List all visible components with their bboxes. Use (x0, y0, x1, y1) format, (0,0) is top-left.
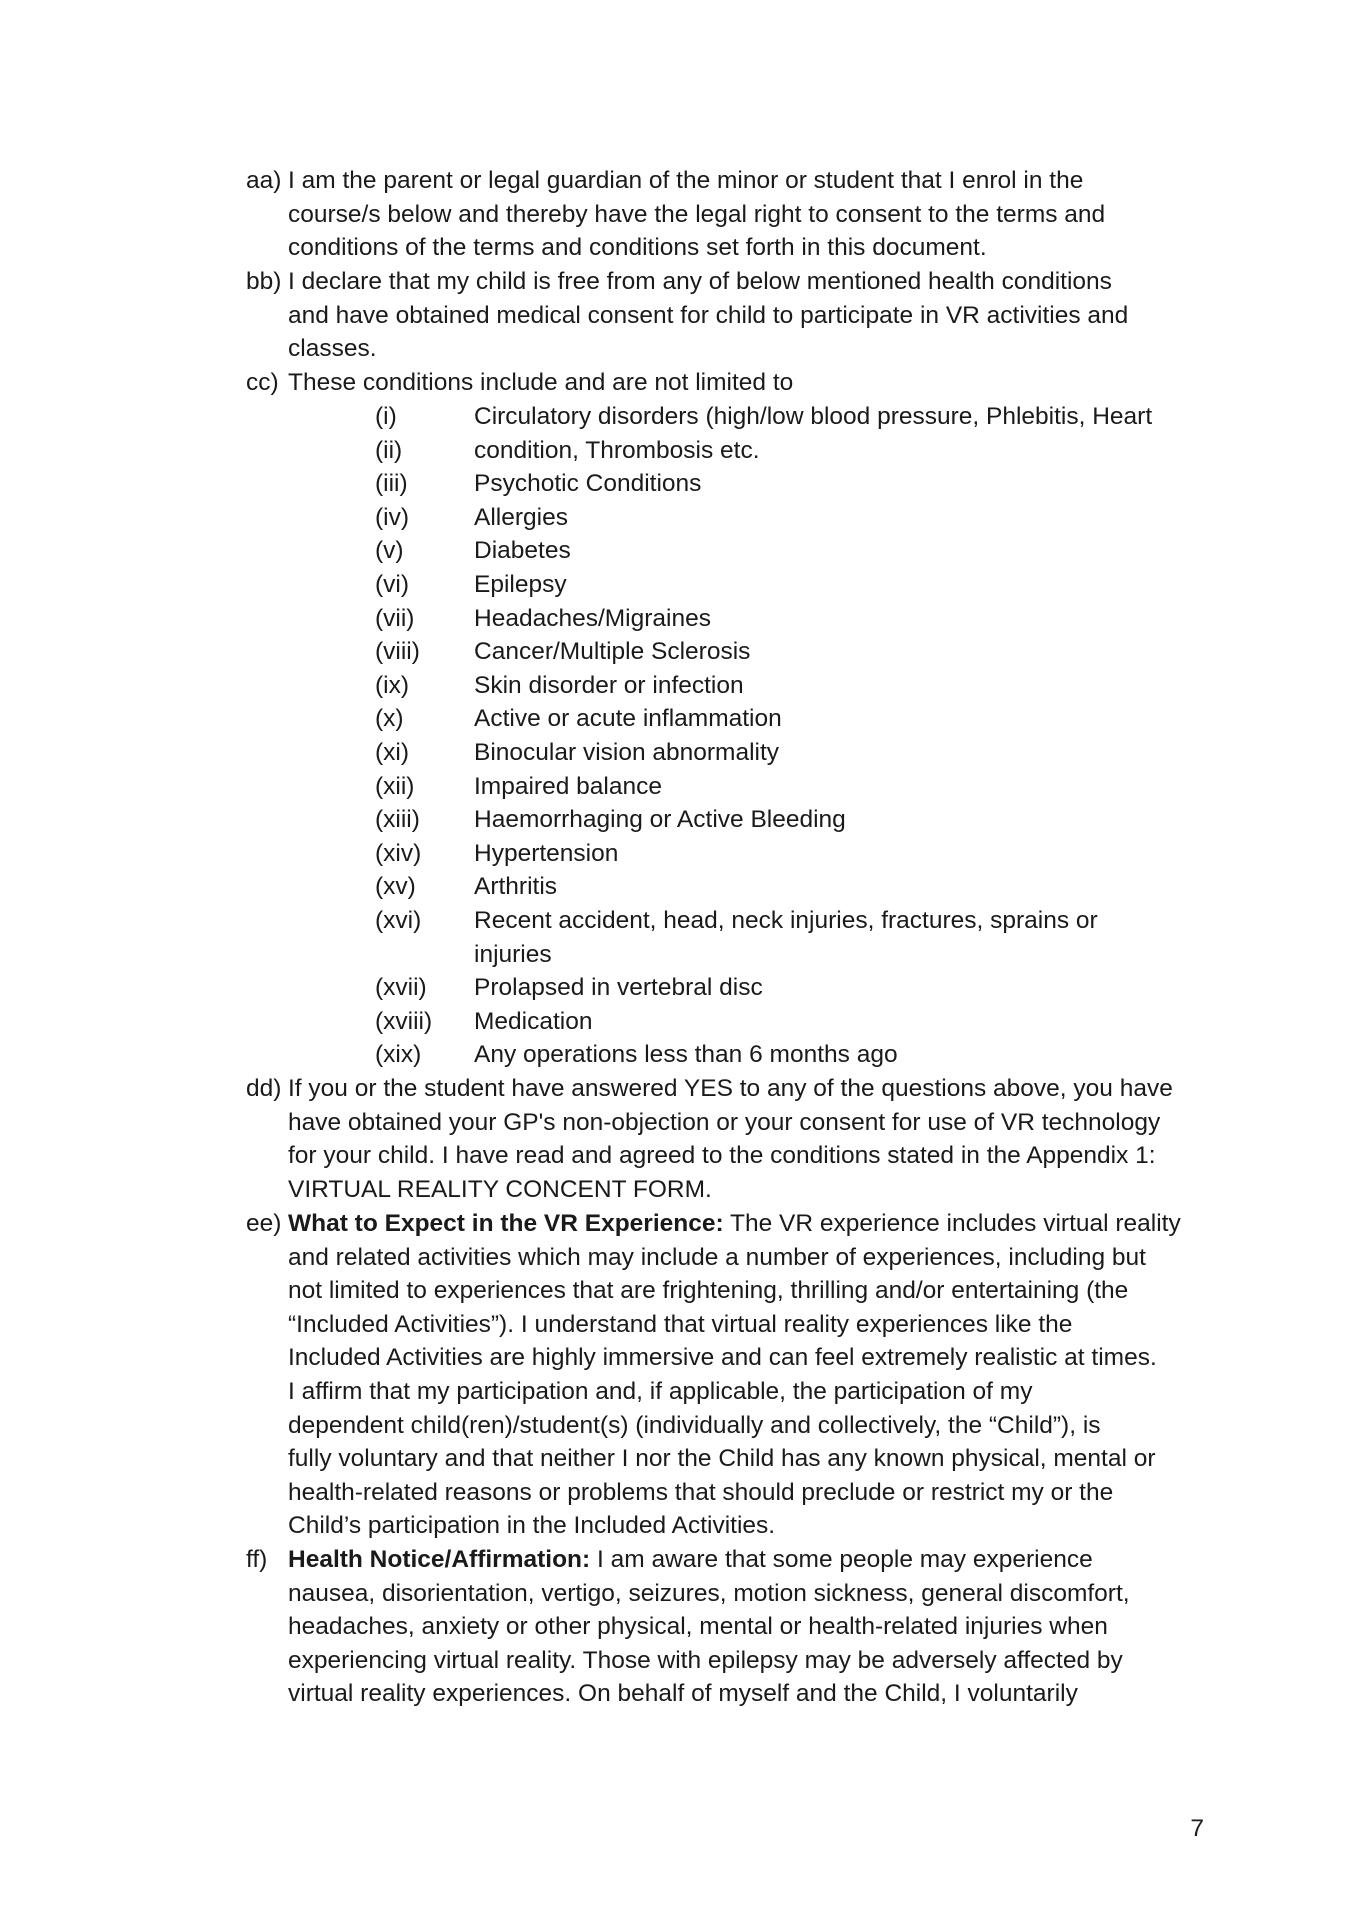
clause-dd (246, 1072, 1206, 1206)
clause-text: These conditions include and are not limited to (288, 369, 794, 396)
list-item-number: (xiv) (375, 839, 422, 867)
list-item (375, 669, 1195, 703)
page-number: 7 (1190, 1815, 1204, 1842)
list-item (375, 770, 1195, 804)
list-item-label: Skin disorder or infection (474, 671, 744, 699)
list-item-label: Any operations less than 6 months ago (474, 1041, 898, 1069)
list-item-label: condition, Thrombosis etc. (474, 436, 760, 464)
list-item (375, 1038, 1195, 1072)
clause-heading: What to Expect in the VR Experience: (288, 1210, 724, 1237)
list-item-number: (viii) (375, 638, 420, 666)
list-item (375, 837, 1195, 871)
list-item (375, 702, 1195, 736)
clause-body: I am aware that some people may experience nausea, disorientation, vertigo, seizures, motion sickness, general discomfort, headaches, anxiety or other physical, mental or health-related injuries when experiencing virtual reality. Those with epilepsy may be adversely affected by virtual reality experiences. On behalf of myself and the Child, I voluntarily (288, 1546, 1130, 1708)
list-item (375, 803, 1195, 837)
list-item-label: Recent accident, head, neck injuries, fractures, sprains or injuries (474, 906, 1098, 968)
list-item-number: (iv) (375, 503, 410, 531)
list-item-number: (xviii) (375, 1007, 433, 1035)
list-item (375, 568, 1195, 602)
list-item-number: (xvi) (375, 906, 422, 934)
clause-ee (246, 1207, 1206, 1543)
list-item (375, 501, 1195, 535)
clause-aa (246, 164, 1206, 265)
list-item (375, 1005, 1195, 1039)
list-item-number: (i) (375, 403, 397, 430)
list-item (375, 434, 1195, 468)
list-item-label: Hypertension (474, 839, 619, 867)
clause-cc (246, 366, 1206, 400)
clause-marker: ee) (246, 1210, 282, 1237)
list-item (375, 635, 1195, 669)
list-item-label: Medication (474, 1007, 593, 1035)
list-item-label: Cancer/Multiple Sclerosis (474, 638, 751, 666)
clause-marker: aa) (246, 167, 282, 194)
list-item (375, 602, 1195, 636)
health-conditions-list (375, 400, 1195, 1072)
clause-heading: Health Notice/Affirmation: (288, 1546, 591, 1573)
list-item-label: Psychotic Conditions (474, 470, 702, 498)
clause-text: I am the parent or legal guardian of the minor or student that I enrol in the course/s below and thereby have the legal right to consent to the terms and conditions of the terms and conditions set forth in this document. (288, 167, 1106, 262)
list-item-number: (x) (375, 705, 404, 733)
list-item (375, 400, 1195, 434)
clause-body: The VR experience includes virtual reality and related activities which may include a number of experiences, including but not limited to experiences that are frightening, thrilling and/or entertaining (the “Included Activities”). I understand that virtual reality experiences like the Included Activities are highly immersive and can feel extremely realistic at times. I affirm that my participation and, if applicable, the participation of my dependent child(ren)/student(s) (individually and collectively, the “Child”), is fully voluntary and that neither I nor the Child has any known physical, mental or health-related reasons or problems that should preclude or restrict my or the Child’s participation in the Included Activities. (288, 1210, 1181, 1540)
list-item-label: Headaches/Migraines (474, 604, 711, 632)
list-item-number: (xix) (375, 1041, 422, 1069)
list-item-number: (xi) (375, 738, 410, 766)
list-item (375, 534, 1195, 568)
list-item-label: Haemorrhaging or Active Bleeding (474, 806, 846, 834)
list-item-number: (ii) (375, 436, 403, 464)
list-item (375, 467, 1195, 501)
list-item-number: (vi) (375, 570, 410, 598)
list-item (375, 870, 1195, 904)
clause-text (288, 1207, 1206, 1543)
list-item-label: Allergies (474, 503, 568, 531)
list-item-number: (iii) (375, 470, 408, 498)
clause-ff (246, 1543, 1206, 1711)
list-item-number: (xiii) (375, 806, 420, 834)
list-item (375, 971, 1195, 1005)
list-item-number: (ix) (375, 671, 410, 699)
list-item-label: Circulatory disorders (high/low blood pressure, Phlebitis, Heart (474, 403, 1153, 430)
list-item-label: Active or acute inflammation (474, 705, 782, 733)
list-item-number: (v) (375, 537, 404, 565)
clause-bb (246, 265, 1206, 366)
list-item (375, 904, 1195, 971)
list-item (375, 736, 1195, 770)
list-item-label: Binocular vision abnormality (474, 738, 780, 766)
clause-marker: ff) (246, 1546, 268, 1573)
clause-marker: dd) (246, 1075, 282, 1102)
list-item-number: (xii) (375, 772, 415, 800)
clause-text (288, 1543, 1206, 1711)
list-item-label: Diabetes (474, 537, 571, 565)
list-item-number: (vii) (375, 604, 415, 632)
list-item-number: (xvii) (375, 974, 427, 1002)
list-item-number: (xv) (375, 873, 416, 901)
clause-text: I declare that my child is free from any of below mentioned health conditions and have obtained medical consent for child to participate in VR activities and classes. (288, 268, 1129, 363)
clause-marker: bb) (246, 268, 282, 295)
list-item-label: Prolapsed in vertebral disc (474, 974, 763, 1002)
list-item-label: Epilepsy (474, 570, 567, 598)
list-item-label: Impaired balance (474, 772, 662, 800)
list-item-label: Arthritis (474, 873, 558, 901)
clause-marker: cc) (246, 369, 279, 396)
clause-text: If you or the student have answered YES to any of the questions above, you have have obtained your GP's non-objection or your consent for use of VR technology for your child. I have read and agreed to the conditions stated in the Appendix 1: VIRTUAL REALITY CONCENT FORM. (288, 1075, 1173, 1203)
